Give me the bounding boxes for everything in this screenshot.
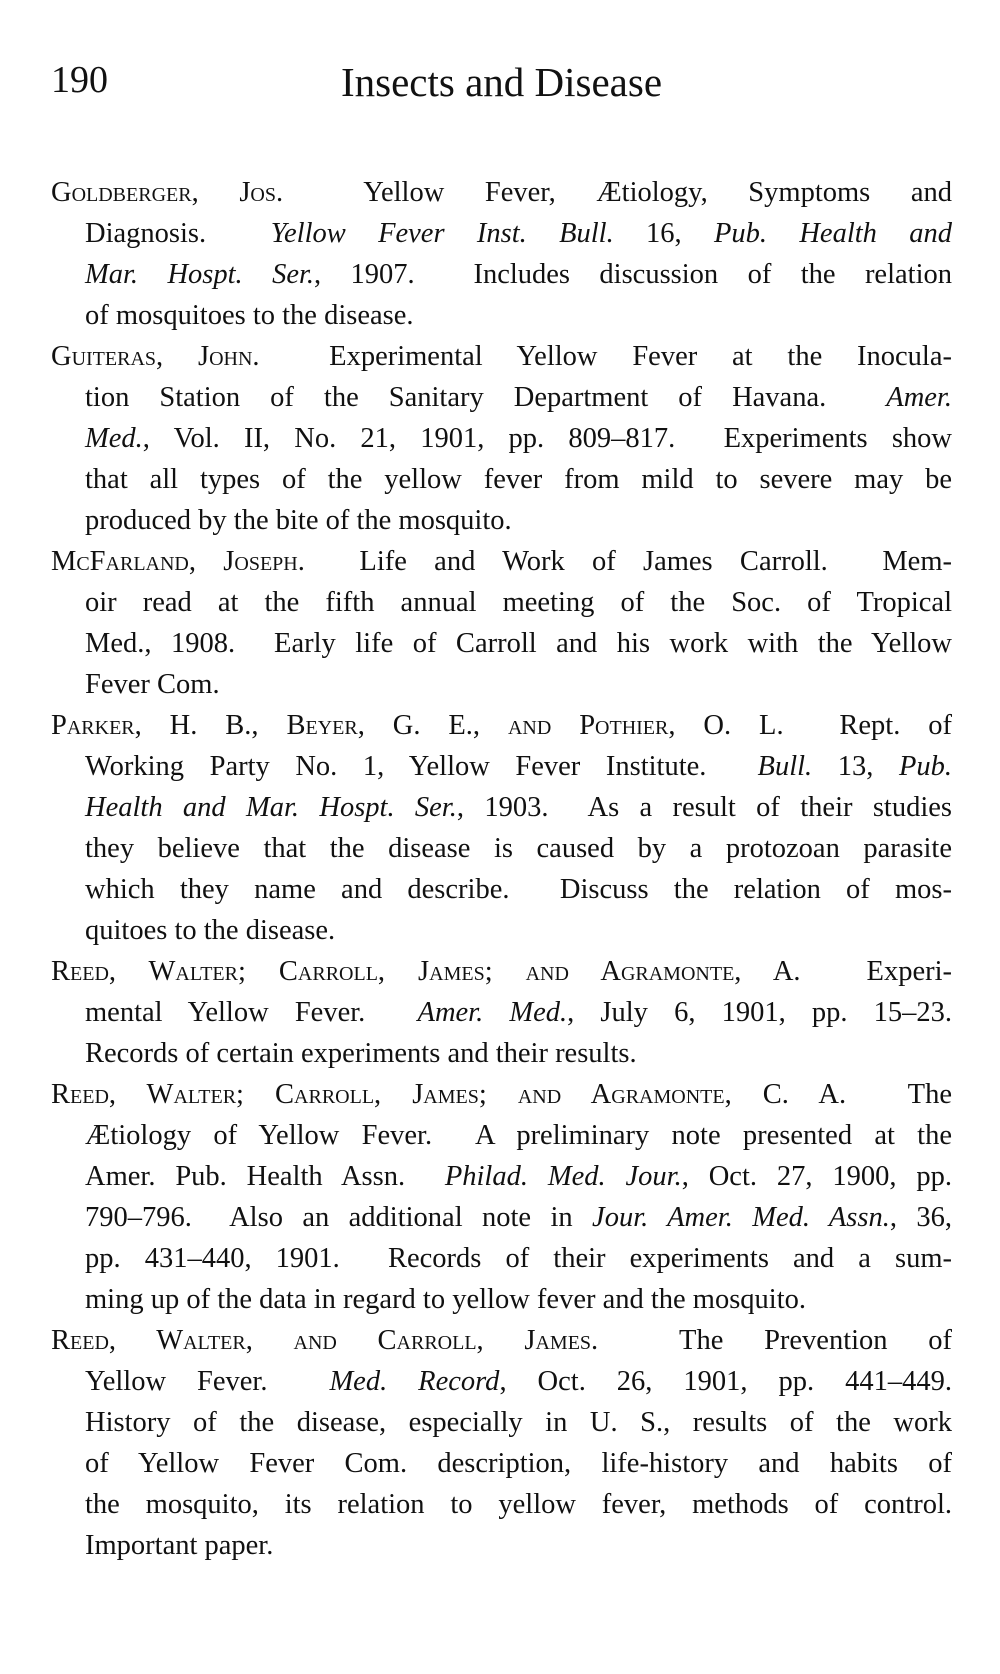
text-line bbox=[51, 992, 952, 1033]
text-segment: of mosquitoes to the disease. bbox=[85, 300, 414, 331]
text-segment: Yellow Fever, Ætiology, Symptoms and bbox=[283, 177, 952, 208]
journal-title: Med. Record bbox=[329, 1366, 500, 1397]
author-name: Reed, Walter, and Carroll, James. bbox=[51, 1325, 599, 1356]
text-line bbox=[51, 377, 952, 418]
text-line bbox=[51, 254, 952, 295]
text-segment: The Prevention of bbox=[598, 1325, 952, 1356]
text-segment: , Oct. 27, 1900, pp. bbox=[681, 1161, 953, 1192]
text-line bbox=[51, 1156, 952, 1197]
text-segment: , A. Experi- bbox=[734, 956, 953, 987]
bibliography-entry bbox=[51, 336, 952, 541]
journal-title: Health and Mar. Hospt. Ser. bbox=[85, 792, 457, 823]
bibliography-entry bbox=[51, 172, 952, 336]
text-line bbox=[51, 828, 952, 869]
text-segment: , 36, bbox=[889, 1202, 953, 1233]
text-line bbox=[51, 1320, 952, 1361]
text-line bbox=[51, 1279, 952, 1320]
author-name: Joseph. bbox=[223, 546, 305, 577]
text-segment: , July 6, 1901, pp. 15–23. bbox=[567, 997, 952, 1028]
text-segment: Records of certain experiments and their results. bbox=[85, 1038, 637, 1069]
text-line bbox=[51, 951, 952, 992]
text-segment: , Vol. II, No. 21, 1901, pp. 809–817. Experiments show bbox=[142, 423, 952, 454]
text-segment: quitoes to the disease. bbox=[85, 915, 336, 946]
bibliography-entry bbox=[51, 1074, 952, 1320]
text-line bbox=[51, 623, 952, 664]
text-line bbox=[51, 705, 952, 746]
journal-title: Mar. Hospt. Ser. bbox=[85, 259, 315, 290]
text-segment: 13, bbox=[812, 751, 899, 782]
text-segment: oir read at the fifth annual meeting of the Soc. of Tropical bbox=[85, 587, 952, 618]
author-name: Guiteras bbox=[51, 341, 157, 372]
text-segment: 16, bbox=[613, 218, 714, 249]
text-segment: , G. E., bbox=[357, 710, 508, 741]
text-segment: , 1903. As a result of their studies bbox=[456, 792, 952, 823]
text-line bbox=[51, 213, 952, 254]
text-segment: the mosquito, its relation to yellow fever, methods of control. bbox=[85, 1489, 952, 1520]
text-line bbox=[51, 910, 952, 951]
author-name: Reed, Walter; Carroll, James; and Agramonte bbox=[51, 956, 735, 987]
author-name: Goldberger bbox=[51, 177, 192, 208]
text-line bbox=[51, 172, 952, 213]
author-name: Parker bbox=[51, 710, 135, 741]
author-name: Beyer bbox=[286, 710, 358, 741]
author-name: John. bbox=[197, 341, 260, 372]
text-segment: Yellow Fever. bbox=[85, 1366, 330, 1397]
text-line bbox=[51, 1484, 952, 1525]
text-line bbox=[51, 1361, 952, 1402]
journal-title: Med. bbox=[85, 423, 143, 454]
text-segment: Important paper. bbox=[85, 1530, 274, 1561]
text-line bbox=[51, 459, 952, 500]
text-segment: Experimental Yellow Fever at the Inocula- bbox=[259, 341, 952, 372]
bibliography-entry bbox=[51, 705, 952, 951]
author-name: McFarland bbox=[51, 546, 189, 577]
text-line bbox=[51, 1197, 952, 1238]
journal-title: Jour. Amer. Med. Assn. bbox=[592, 1202, 890, 1233]
text-segment: , bbox=[188, 546, 224, 577]
author-name: Reed, Walter; Carroll, James; and Agramonte bbox=[51, 1079, 725, 1110]
page-number: 190 bbox=[51, 59, 108, 101]
text-line bbox=[51, 500, 952, 541]
text-segment: Life and Work of James Carroll. Mem- bbox=[304, 546, 952, 577]
text-line bbox=[51, 1238, 952, 1279]
text-line bbox=[51, 418, 952, 459]
text-segment: they believe that the disease is caused by a protozoan parasite bbox=[85, 833, 952, 864]
text-line bbox=[51, 664, 952, 705]
text-line bbox=[51, 1525, 952, 1566]
journal-title: Amer. Med. bbox=[417, 997, 568, 1028]
text-segment: ming up of the data in regard to yellow fever and the mosquito. bbox=[85, 1284, 807, 1315]
text-segment: mental Yellow Fever. bbox=[85, 997, 418, 1028]
text-line bbox=[51, 295, 952, 336]
text-segment: Working Party No. 1, Yellow Fever Institute. bbox=[85, 751, 758, 782]
text-segment: , Oct. 26, 1901, pp. 441–449. bbox=[499, 1366, 952, 1397]
text-segment: Ætiology of Yellow Fever. A preliminary note presented at the bbox=[85, 1120, 952, 1151]
text-line bbox=[51, 787, 952, 828]
page-header bbox=[51, 58, 952, 108]
text-segment: tion Station of the Sanitary Department of Havana. bbox=[85, 382, 887, 413]
text-segment: Med., 1908. Early life of Carroll and his work with the Yellow bbox=[85, 628, 952, 659]
running-title: Insects and Disease bbox=[340, 59, 663, 105]
text-segment: which they name and describe. Discuss the relation of mos- bbox=[85, 874, 952, 905]
text-segment: 790–796. Also an additional note in bbox=[85, 1202, 593, 1233]
text-line bbox=[51, 541, 952, 582]
text-line bbox=[51, 1443, 952, 1484]
text-segment: , bbox=[191, 177, 240, 208]
journal-title: Amer. bbox=[886, 382, 952, 413]
journal-title: Pub. bbox=[898, 751, 952, 782]
text-line bbox=[51, 1402, 952, 1443]
text-segment: , bbox=[156, 341, 198, 372]
text-segment: Diagnosis. bbox=[85, 218, 271, 249]
text-segment: that all types of the yellow fever from mild to severe may be bbox=[85, 464, 952, 495]
text-line bbox=[51, 869, 952, 910]
bibliography-entry bbox=[51, 541, 952, 705]
journal-title: Yellow Fever Inst. Bull. bbox=[270, 218, 614, 249]
text-segment: , H. B., bbox=[134, 710, 287, 741]
journal-title: Pub. Health and bbox=[713, 218, 952, 249]
text-line bbox=[51, 746, 952, 787]
text-segment: , 1907. Includes discussion of the relation bbox=[314, 259, 952, 290]
text-line bbox=[51, 336, 952, 377]
bibliography-entry bbox=[51, 951, 952, 1074]
bibliography-entry bbox=[51, 1320, 952, 1566]
text-line bbox=[51, 1074, 952, 1115]
text-segment: Amer. Pub. Health Assn. bbox=[85, 1161, 445, 1192]
journal-title: Bull. bbox=[757, 751, 813, 782]
text-segment: , O. L. Rept. of bbox=[668, 710, 952, 741]
text-line bbox=[51, 1033, 952, 1074]
text-segment: , C. A. The bbox=[724, 1079, 952, 1110]
bibliography-list bbox=[51, 172, 952, 1566]
text-segment: pp. 431–440, 1901. Records of their experiments and a sum- bbox=[85, 1243, 952, 1274]
text-segment: Fever Com. bbox=[85, 669, 220, 700]
text-segment: produced by the bite of the mosquito. bbox=[85, 505, 512, 536]
text-line bbox=[51, 1115, 952, 1156]
journal-title: Philad. Med. Jour. bbox=[444, 1161, 682, 1192]
text-line bbox=[51, 582, 952, 623]
author-name: and Pothier bbox=[507, 710, 669, 741]
text-segment: History of the disease, especially in U. S., results of the work bbox=[85, 1407, 952, 1438]
text-segment: of Yellow Fever Com. description, life-history and habits of bbox=[85, 1448, 952, 1479]
author-name: Jos. bbox=[239, 177, 284, 208]
